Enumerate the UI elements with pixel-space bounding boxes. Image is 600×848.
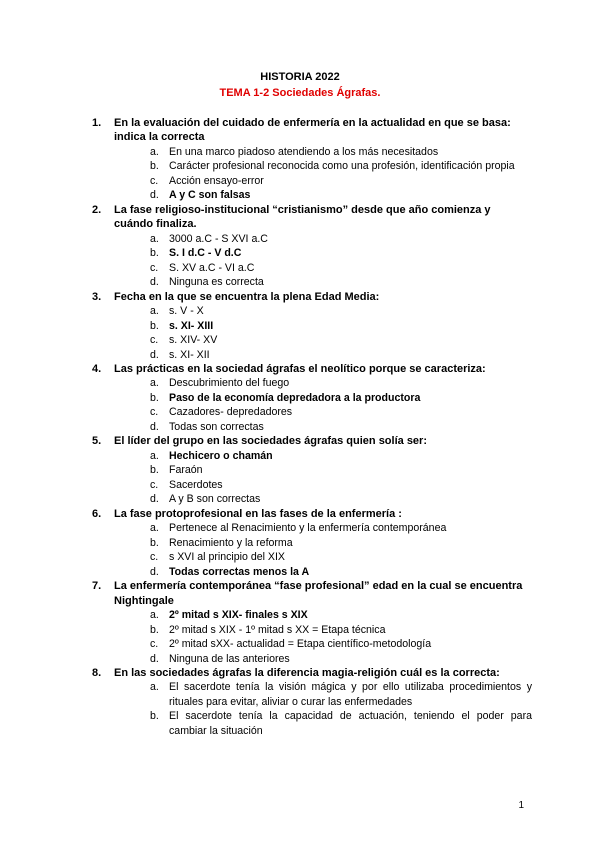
option-text: s XVI al principio del XIX — [169, 551, 285, 564]
option-letter: b. — [150, 319, 159, 332]
option-letter: c. — [150, 261, 159, 274]
question-text: Fecha en la que se encuentra la plena Edad Media: — [114, 290, 380, 303]
option-text: Ninguna es correcta — [169, 276, 264, 289]
answer-option-correct — [150, 246, 532, 261]
answer-option-correct — [150, 608, 532, 623]
answer-option — [150, 275, 532, 290]
answer-option — [150, 652, 532, 667]
question-text: El líder del grupo en las sociedades ágrafas quien solía ser: — [114, 435, 427, 448]
answer-option-correct — [150, 188, 532, 203]
option-letter: c. — [150, 334, 159, 347]
option-text: 2º mitad sXX- actualidad = Etapa científico-metodología — [169, 638, 432, 651]
option-letter: b. — [150, 391, 159, 404]
option-text: s. XI- XII — [169, 348, 210, 361]
question-text: La fase religioso-institucional “cristianismo” desde que año comienza y cuándo finaliza. — [114, 203, 491, 231]
answer-option — [150, 420, 532, 435]
option-text: Paso de la economía depredadora a la productora — [169, 391, 421, 404]
answer-options — [114, 145, 532, 203]
question-item — [92, 290, 532, 362]
option-letter: b. — [150, 160, 159, 173]
question-number: 8. — [92, 667, 102, 680]
option-letter: c. — [150, 478, 159, 491]
page-number: 1 — [518, 800, 524, 811]
answer-options — [114, 376, 532, 434]
answer-option-correct — [150, 565, 532, 580]
option-letter: a. — [150, 609, 159, 622]
option-letter: c. — [150, 406, 159, 419]
option-letter: c. — [150, 174, 159, 187]
answer-option — [150, 348, 532, 363]
option-letter: b. — [150, 710, 159, 723]
answer-option — [150, 376, 532, 391]
option-text: 3000 a.C - S XVI a.C — [169, 232, 268, 245]
answer-options — [114, 680, 532, 738]
question-item — [92, 116, 532, 203]
question-item — [92, 362, 532, 434]
option-letter: b. — [150, 247, 159, 260]
option-text: S. XV a.C - VI a.C — [169, 261, 255, 274]
answer-options — [114, 232, 532, 290]
question-text: La enfermería contemporánea “fase profesional” edad en la cual se encuentra Nightingale — [114, 580, 523, 607]
document-subtitle: TEMA 1-2 Sociedades Ágrafas. — [219, 87, 381, 99]
option-text: s. XI- XIII — [169, 319, 214, 332]
option-letter: d. — [150, 652, 159, 665]
option-text: 2º mitad s XIX- finales s XIX — [169, 609, 308, 622]
answer-option — [150, 492, 532, 507]
option-text: Descubrimiento del fuego — [169, 377, 290, 390]
answer-option — [150, 159, 532, 174]
option-text: Todas son correctas — [169, 420, 264, 433]
option-text: Pertenece al Renacimiento y la enfermería contemporánea — [169, 522, 447, 535]
option-text: s. XIV- XV — [169, 334, 218, 347]
option-text: Ninguna de las anteriores — [169, 652, 290, 665]
answer-options — [114, 304, 532, 362]
option-letter: c. — [150, 638, 159, 651]
question-text: Las prácticas en la sociedad ágrafas el neolítico porque se caracteriza: — [114, 363, 486, 376]
option-text: s. V - X — [169, 305, 204, 318]
question-number: 1. — [92, 117, 102, 129]
option-text: 2º mitad s XIX - 1º mitad s XX = Etapa técnica — [169, 623, 386, 636]
answer-option — [150, 405, 532, 420]
answer-option — [150, 463, 532, 478]
option-text: Faraón — [169, 464, 203, 477]
option-text: En una marco piadoso atendiendo a los más necesitados — [169, 145, 439, 158]
document-title: HISTORIA 2022 — [260, 71, 340, 83]
option-text: S. I d.C - V d.C — [169, 247, 242, 260]
option-letter: a. — [150, 449, 159, 462]
question-item — [92, 203, 532, 290]
option-text: A y C son falsas — [169, 189, 251, 202]
answer-option — [150, 174, 532, 189]
answer-option-correct — [150, 449, 532, 464]
option-text: A y B son correctas — [169, 493, 261, 506]
option-text: Renacimiento y la reforma — [169, 536, 293, 549]
question-text: La fase protoprofesional en las fases de la enfermería : — [114, 507, 402, 520]
option-letter: a. — [150, 232, 159, 245]
option-text: Hechicero o chamán — [169, 449, 273, 462]
option-text: Acción ensayo-error — [169, 174, 264, 187]
option-letter: d. — [150, 348, 159, 361]
answer-option-correct — [150, 391, 532, 406]
option-letter: c. — [150, 551, 159, 564]
question-number: 4. — [92, 363, 102, 376]
option-letter: b. — [150, 536, 159, 549]
option-text: El sacerdote tenía la visión mágica y por ello utilizaba procedimientos y rituales para evitar, aliviar o curar las enfermedades — [169, 681, 532, 708]
question-item — [92, 666, 532, 738]
option-text: El sacerdote tenía la capacidad de actuación, teniendo el poder para cambiar la situación — [169, 710, 532, 737]
answer-option — [150, 623, 532, 638]
answer-option — [150, 550, 532, 565]
option-text: Todas correctas menos la A — [169, 565, 310, 578]
option-letter: a. — [150, 145, 159, 158]
option-letter: d. — [150, 565, 159, 578]
answer-option — [150, 521, 532, 536]
question-text: En la evaluación del cuidado de enfermería en la actualidad en que se basa: indica la correcta — [114, 117, 511, 144]
answer-option — [150, 536, 532, 551]
question-item — [92, 579, 532, 666]
answer-option — [150, 145, 532, 160]
option-letter: a. — [150, 377, 159, 390]
answer-option — [150, 232, 532, 247]
answer-option — [150, 304, 532, 319]
option-letter: a. — [150, 681, 159, 694]
option-text: Carácter profesional reconocida como una profesión, identificación propia — [169, 160, 515, 173]
option-letter: d. — [150, 189, 159, 202]
question-list — [92, 116, 532, 738]
question-text: En las sociedades ágrafas la diferencia magia-religión cuál es la correcta: — [114, 667, 500, 680]
option-text: Cazadores- depredadores — [169, 406, 293, 419]
option-letter: a. — [150, 522, 159, 535]
answer-options — [114, 449, 532, 507]
answer-option-correct — [150, 319, 532, 334]
answer-options — [114, 521, 532, 579]
option-letter: d. — [150, 420, 159, 433]
option-letter: b. — [150, 623, 159, 636]
question-number: 6. — [92, 507, 102, 520]
answer-option — [150, 261, 532, 276]
answer-option — [150, 333, 532, 348]
option-letter: d. — [150, 493, 159, 506]
question-number: 2. — [92, 203, 102, 216]
answer-option — [150, 478, 532, 493]
answer-option — [150, 709, 532, 738]
option-letter: b. — [150, 464, 159, 477]
answer-options — [114, 608, 532, 666]
option-text: Sacerdotes — [169, 478, 223, 491]
question-number: 5. — [92, 435, 102, 448]
question-item — [92, 507, 532, 579]
question-number: 7. — [92, 580, 102, 593]
option-letter: d. — [150, 276, 159, 289]
answer-option — [150, 637, 532, 652]
option-letter: a. — [150, 305, 159, 318]
question-number: 3. — [92, 290, 102, 303]
answer-option — [150, 680, 532, 709]
page-header — [0, 70, 600, 100]
question-item — [92, 434, 532, 506]
